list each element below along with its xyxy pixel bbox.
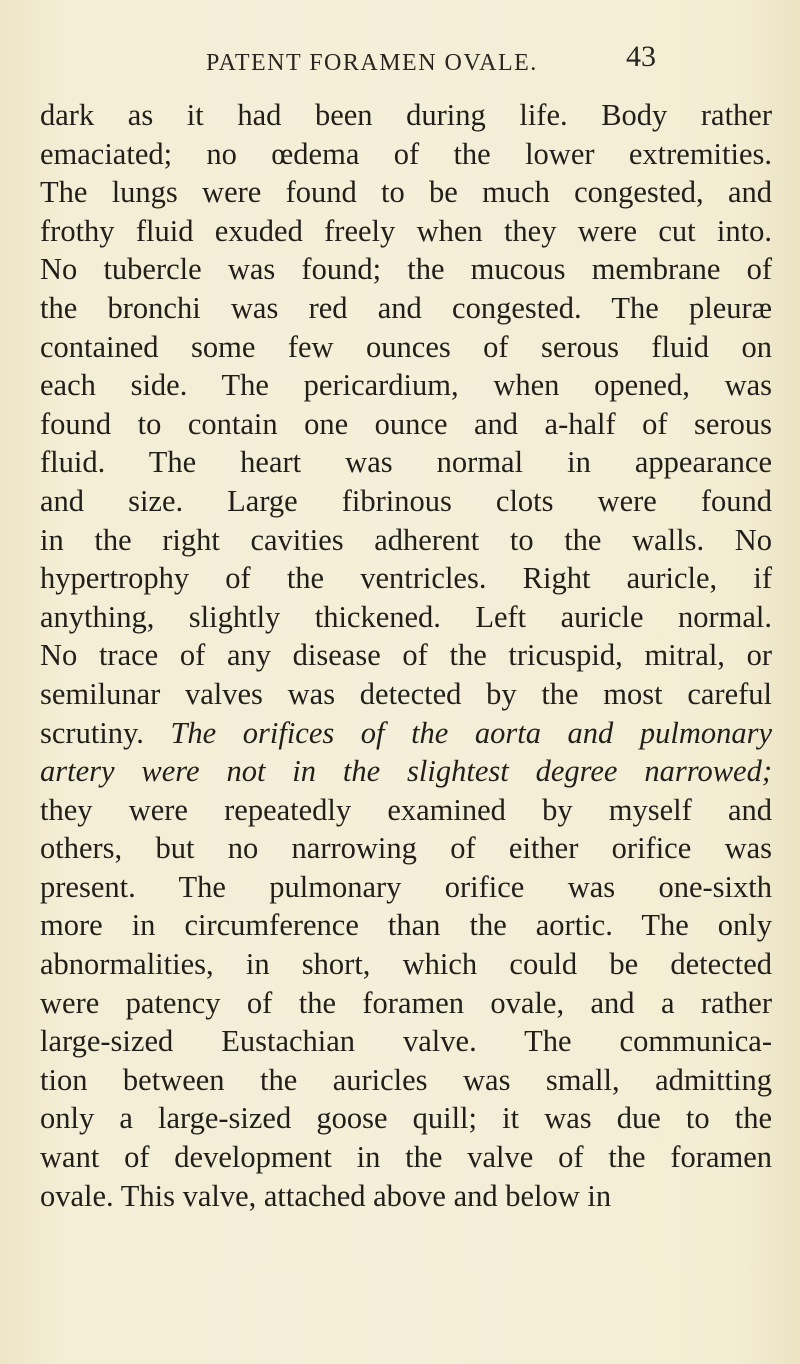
text-segment: fluid. The heart was normal in appearance (40, 445, 772, 480)
text-segment: frothy fluid exuded freely when they were cut into. (40, 213, 772, 248)
page-number: 43 (626, 40, 656, 73)
text-segment: and size. Large fibrinous clots were found (40, 483, 772, 518)
text-line (40, 906, 772, 945)
text-segment: tion between the auricles was small, admitting (40, 1062, 772, 1097)
text-line (40, 1061, 772, 1100)
text-line (40, 443, 772, 482)
text-segment: present. The pulmonary orifice was one-sixth (40, 869, 772, 904)
text-segment: each side. The pericardium, when opened, was (40, 368, 772, 403)
text-segment: dark as it had been during life. Body rather (40, 98, 772, 132)
text-segment: The lungs were found to be much congested, and (40, 175, 772, 210)
text-line (40, 1022, 772, 1061)
text-segment: others, but no narrowing of either orifice was (40, 831, 772, 866)
text-segment: contained some few ounces of serous fluid on (40, 329, 772, 364)
text-segment: abnormalities, in short, which could be detected (40, 947, 772, 982)
text-line (40, 212, 772, 251)
text-segment: semilunar valves was detected by the most careful (40, 676, 772, 711)
text-segment: want of development in the valve of the foramen (40, 1140, 772, 1175)
text-segment: No trace of any disease of the tricuspid, mitral, or (40, 638, 772, 673)
text-line (40, 328, 772, 367)
text-line (40, 559, 772, 598)
text-segment: they were repeatedly examined by myself and (40, 792, 772, 827)
text-segment: the bronchi was red and congested. The pleuræ (40, 290, 772, 325)
text-line (40, 868, 772, 907)
text-line (40, 791, 772, 830)
text-line (40, 675, 772, 714)
text-line (40, 96, 772, 135)
text-line (40, 135, 772, 174)
text-segment: more in circumference than the aortic. The only (40, 908, 772, 943)
text-line (40, 173, 772, 212)
running-title: PATENT FORAMEN OVALE. (206, 50, 538, 76)
text-segment: No tubercle was found; the mucous membrane of (40, 252, 772, 287)
text-segment: anything, slightly thickened. Left auricle normal. (40, 599, 772, 634)
text-segment: only a large-sized goose quill; it was due to the (40, 1101, 772, 1136)
text-line (40, 945, 772, 984)
text-segment: scrutiny. (40, 715, 171, 750)
text-line (40, 1138, 772, 1177)
body-text (40, 96, 772, 1215)
text-line (40, 714, 772, 753)
text-segment: hypertrophy of the ventricles. Right auricle, if (40, 561, 772, 596)
text-line (40, 829, 772, 868)
text-line (40, 366, 772, 405)
text-line (40, 636, 772, 675)
text-segment: emaciated; no œdema of the lower extremities. (40, 136, 772, 171)
text-segment: were patency of the foramen ovale, and a rather (40, 985, 772, 1020)
text-line (40, 250, 772, 289)
text-line (40, 482, 772, 521)
text-line (40, 405, 772, 444)
text-segment: ovale. This valve, attached above and below in (40, 1178, 612, 1213)
text-line (40, 598, 772, 637)
text-line (40, 1177, 772, 1216)
text-segment: in the right cavities adherent to the walls. No (40, 522, 772, 557)
text-segment: large-sized Eustachian valve. The communica- (40, 1024, 772, 1059)
italic-text-segment: artery were not in the slightest degree narrowed; (40, 754, 772, 789)
text-line (40, 521, 772, 560)
text-line (40, 752, 772, 791)
text-line (40, 1099, 772, 1138)
text-line (40, 984, 772, 1023)
text-segment: found to contain one ounce and a-half of serous (40, 406, 772, 441)
text-line (40, 289, 772, 328)
italic-text-segment: The orifices of the aorta and pulmonary (170, 715, 772, 750)
